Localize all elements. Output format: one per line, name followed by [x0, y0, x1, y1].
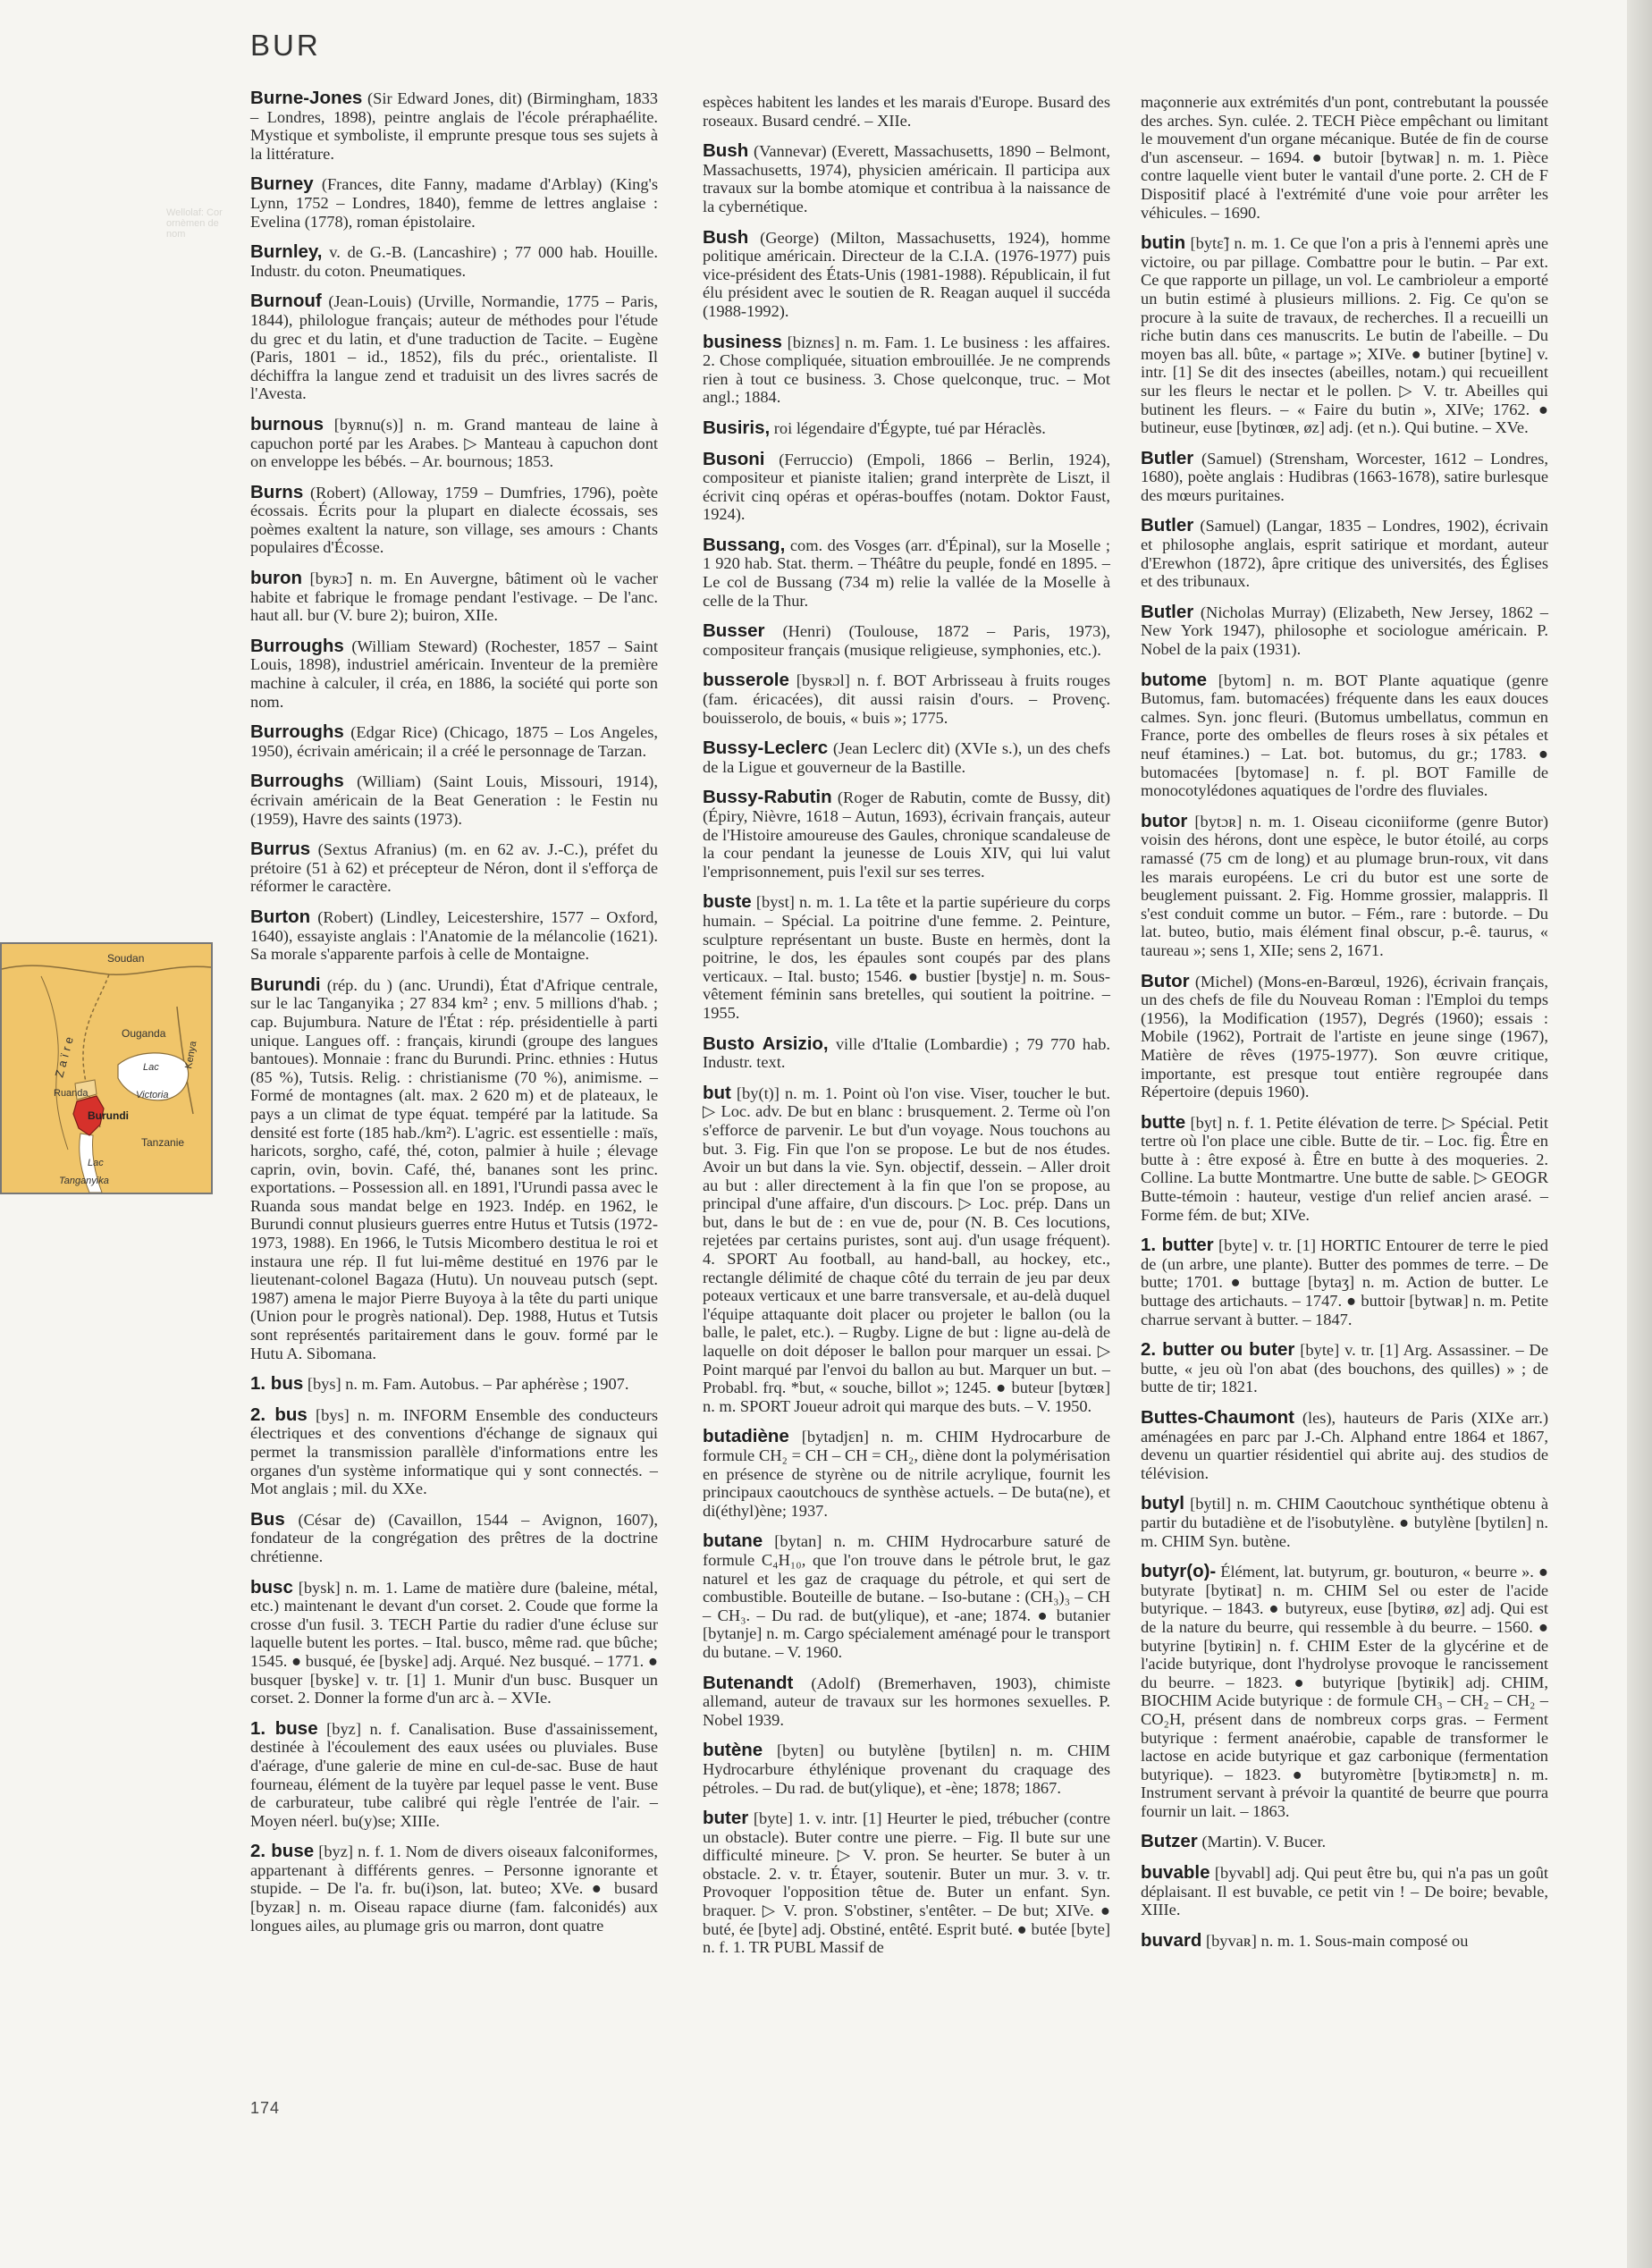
entry-headword: Bus — [250, 1508, 285, 1530]
entry-headword: Busto Arsizio, — [703, 1033, 829, 1054]
map-label-kenya: Kenya — [183, 1040, 199, 1070]
entry-headword: Bussang, — [703, 534, 786, 555]
entry-headword: Burroughs — [250, 635, 344, 656]
dictionary-entry — [1141, 447, 1548, 505]
entry-headword: butyr(o)- — [1141, 1561, 1217, 1582]
entry-definition: com. des Vosges (arr. d'Épinal), sur la Moselle ; 1 920 hab. Stat. therm. – Théâtre du peuple, fondé en 1895. – Le col de Bussang (734 m) relie la vallée de la Moselle à celle de la Thur. — [703, 535, 1110, 610]
map-label-lac-2: Lac — [88, 1158, 104, 1168]
dictionary-entry — [250, 175, 658, 231]
dictionary-entry — [1141, 93, 1548, 222]
map-label-victoria: Victoria — [136, 1090, 169, 1100]
entry-headword: Bush — [703, 140, 749, 162]
entry-headword: Bush — [703, 226, 749, 248]
entry-definition: [bys] n. m. Fam. Autobus. – Par aphérèse ; 1907. — [303, 1375, 629, 1394]
entry-headword: 2. butter ou buter — [1141, 1339, 1295, 1361]
dictionary-entry — [703, 1428, 1110, 1520]
dictionary-entry — [703, 536, 1110, 610]
entry-headword: butane — [703, 1530, 763, 1552]
entry-definition: (Sextus Afranius) (m. en 62 av. J.-C.), préfet du prétoire (51 à 62) et précepteur de Néron, dont il s'efforça de réformer le caractère. — [250, 840, 658, 896]
entry-definition: [by(t)] n. m. 1. Point où l'on vise. Viser, toucher le but. ▷ Loc. adv. De but en blanc : brusquement. 2. Terme où l'on s'efforce de parvenir. Le but d'un voyage. Nous touchons au but. 3. Fig. Fin que l'on se propose. Le but de nos études. Avoir un but dans la vie. Syn. objectif, dessein. – Aller droit au but : aller directement à la fin que l'on se propose, au principal d'une affaire, d'un discours. ▷ Loc. prép. Dans un but, dans le but de : en vue de, pour (N. B. Ces locutions, rejetées par certains puristes, sont auj. d'un usage fréquent). 4. SPORT Au football, au hand-ball, au hockey, etc., rectangle délimité de chaque côté du terrain de jeu par deux poteaux verticaux et une barre transversale, et au-delà duquel l'équipe attaquante doit placer ou projeter le ballon (ou la balle, le palet, etc.). – Rugby. Ligne de but : ligne au-delà de laquelle on doit déposer le ballon pour marquer un essai. ▷ Point marqué par l'envoi du ballon au but. Marquer un but. – Probabl. frq. *but, « souche, billot »; 1245. ● buteur [bytœʀ] n. m. SPORT Joueur adroit qui marque des buts. – V. 1950. — [703, 1083, 1110, 1415]
dictionary-entry — [1141, 970, 1548, 1101]
entry-definition: (Robert) (Alloway, 1759 – Dumfries, 1796), poète écossais. Écrits pour la plupart en dialecte écossais, ses poèmes exaltent la nature, son village, ses amours : Chants populaires d'Écosse. — [250, 483, 658, 557]
dictionary-entry — [703, 93, 1110, 130]
dictionary-entry — [703, 142, 1110, 215]
entry-definition: Élément, lat. butyrum, gr. bouturon, « beurre ». ● butyrate [bytiʀat] n. m. CHIM Sel ou ester de l'acide butyrique. – 1843. ● butyreux, euse [bytiʀø, øz] adj. Qui est de la nature du beurre, qui ressemble à du beurre. – 1560. ● butyrine [bytiʀin] n. f. CHIM Ester de la glycérine et de l'acide butyrique, dont l'hydrolyse provoque le rancissement du beurre. – 1823. ● butyrique [bytiʀik] adj. CHIM, BIOCHIM Acide butyrique : de formule CH₃ – CH₂ – CH₂ – CO₂H, présent dans de nombreux corps gras. – Ferment butyrique : ferment anaérobie, capable de transformer le lactose en acide butyrique et gaz carbonique (fermentation butyrique). – 1823. ● butyromètre [bytiʀɔmɛtʀ] n. m. Instrument servant à prévoir la quantité de beurre que pourra fournir un lait. – 1863. — [1141, 1563, 1548, 1820]
entry-headword: Bussy-Rabutin — [703, 787, 832, 808]
entry-definition: (William) (Saint Louis, Missouri, 1914), écrivain américain de la Beat Generation : le Festin nu (1959), Havre des saints (1973). — [250, 772, 658, 828]
entry-headword: Busoni — [703, 448, 765, 469]
entry-definition: (Vannevar) (Everett, Massachusetts, 1890 – Belmont, Massachusetts, 1974), physicien américain. Il participa aux travaux sur la bombe atomique et contribua à la naissance de la cybernétique. — [703, 142, 1110, 215]
entry-definition: [byte] v. tr. [1] HORTIC Entourer de terre le pied de (un arbre, une plante). Butter des pommes de terre. – De butte; 1701. ● buttage [bytaʒ] n. m. Action de butter. Le buttage des artichauts. – 1747. ● buttoir [bytwaʀ] n. m. Petite charrue servant à butter. – 1847. — [1141, 1236, 1548, 1328]
dictionary-entry — [250, 976, 658, 1362]
map-label-soudan: Soudan — [107, 952, 145, 965]
dictionary-entry — [703, 893, 1110, 1022]
dictionary-entry — [1141, 1563, 1548, 1820]
entry-definition: (Adolf) (Bremerhaven, 1903), chimiste allemand, auteur de travaux sur les hormones sexuelles. P. Nobel 1939. — [703, 1674, 1110, 1729]
entry-definition: (César de) (Cavaillon, 1544 – Avignon, 1607), fondateur de la congrégation des prêtres de la doctrine chrétienne. — [250, 1510, 658, 1565]
entry-headword: Burton — [250, 906, 311, 927]
entry-headword: buvard — [1141, 1929, 1202, 1951]
entry-headword: Butler — [1141, 447, 1194, 468]
dictionary-entry — [1141, 1864, 1548, 1919]
entry-headword: buter — [703, 1808, 749, 1829]
entry-headword: butor — [1141, 810, 1188, 831]
dictionary-entry — [1141, 1495, 1548, 1550]
entry-headword: 1. butter — [1141, 1235, 1214, 1256]
entry-definition: [bys] n. m. INFORM Ensemble des conducteurs électriques et des conventions d'échange de signaux qui permet la transmission parallèle d'informations entre les organes d'un système informatique qui y sont connectés. – Mot anglais ; mil. du XXe. — [250, 1405, 658, 1498]
entry-headword: Burrus — [250, 839, 311, 860]
entry-headword: Bussy-Leclerc — [703, 738, 829, 759]
dictionary-entry — [703, 1674, 1110, 1730]
entry-headword: Burnouf — [250, 291, 322, 312]
dictionary-entry — [250, 772, 658, 828]
entry-definition: [bysʀɔl] n. f. BOT Arbrisseau à fruits rouges (fam. éricacées), dit aussi raisin d'ours. – Provenç. bouisserolo, de bouis, « buis »; 1775. — [703, 671, 1110, 727]
entry-definition: (Jean Leclerc dit) (XVIe s.), un des chefs de la Ligue et gouverneur de la Bastille. — [703, 739, 1110, 776]
entry-definition: [byʀnu(s)] n. m. Grand manteau de laine à capuchon porté par les Arabes. ▷ Manteau à capuchon dont on enveloppe les bébés. – Ar. bournous; 1853. — [250, 415, 658, 471]
entry-headword: Burroughs — [250, 771, 344, 792]
map-illustration — [2, 944, 211, 1193]
dictionary-entry — [1141, 810, 1548, 960]
entry-headword: butène — [703, 1740, 763, 1761]
dictionary-entry — [703, 419, 1110, 438]
dictionary-entry — [250, 1375, 658, 1394]
entry-headword: Burroughs — [250, 721, 344, 743]
entry-headword: but — [703, 1082, 731, 1103]
entry-headword: butadiène — [703, 1426, 789, 1447]
map-label-ouganda: Ouganda — [122, 1027, 166, 1040]
entry-definition: [bytadjɛn] n. m. CHIM Hydrocarbure de formule CH₂ = CH – CH = CH₂, diène dont la polymérisation en présence de styrène ou de nitrile acrylique, fournit les principaux caoutchoucs de synthèse actuels. – De buta(ne), et di(éthyl)ène; 1937. — [703, 1428, 1110, 1520]
entry-definition: [biznɛs] n. m. Fam. 1. Le business : les affaires. 2. Chose compliquée, situation embrouillée. Je ne comprends rien à tout ce business. 3. Chose quelconque, truc. – Mot angl.; 1884. — [703, 333, 1110, 407]
entry-definition: (Edgar Rice) (Chicago, 1875 – Los Angeles, 1950), écrivain américain; il a créé le personnage de Tarzan. — [250, 723, 658, 760]
entry-headword: busc — [250, 1576, 293, 1598]
entry-definition: (Henri) (Toulouse, 1872 – Paris, 1973), compositeur français (musique religieuse, symphonies, etc.). — [703, 622, 1110, 659]
entry-definition: [bysk] n. m. 1. Lame de matière dure (baleine, métal, etc.) maintenant le devant d'un corset. 2. Coude que forme la crosse d'un fusil. 3. TECH Partie du radier d'une écluse sur laquelle butent les portes. – Ital. busco, même rad. que bûche; 1545. ● busqué, ée [byske] adj. Arqué. Nez busqué. – 1771. ● busquer [byske] v. tr. [1] 1. Munir d'un busc. Busquer un corset. 2. Donner la forme d'un arc à. – XVIe. — [250, 1578, 658, 1707]
entry-headword: butyl — [1141, 1493, 1184, 1514]
entry-headword: Butenandt — [703, 1672, 794, 1693]
column-3 — [1141, 93, 1548, 1962]
entry-headword: Busiris, — [703, 417, 771, 438]
dictionary-entry — [1141, 1341, 1548, 1396]
entry-definition: (Robert) (Lindley, Leicestershire, 1577 – Oxford, 1640), essayiste anglais : l'Anatomie de la mélancolie (1621). Sa morale s'apparente parfois à celle de Montaigne. — [250, 907, 658, 964]
entry-headword: butome — [1141, 669, 1208, 690]
entry-headword: buste — [703, 891, 752, 913]
entry-headword: buvable — [1141, 1862, 1210, 1884]
dictionary-entry — [250, 569, 658, 625]
dictionary-entry — [703, 1035, 1110, 1072]
dictionary-entry — [250, 1717, 658, 1831]
entry-definition: (George) (Milton, Massachusetts, 1924), homme politique américain. Directeur de la C.I.A. (1976-1977) puis vice-président des États-Unis (1981-1988). Républicain, il fut élu président avec le soutien de R. Reagan auquel il succéda (1988-1992). — [703, 228, 1110, 320]
dictionary-entry — [250, 908, 658, 964]
dictionary-entry — [703, 1809, 1110, 1957]
dictionary-entry — [1141, 1236, 1548, 1328]
dictionary-entry — [1141, 1409, 1548, 1482]
dictionary-entry — [250, 89, 658, 163]
dictionary-entry — [703, 739, 1110, 776]
column-1 — [250, 89, 658, 1947]
dictionary-entry — [250, 243, 658, 280]
dictionary-entry — [250, 723, 658, 760]
map-label-tanganyika: Tanganyika — [59, 1176, 109, 1186]
entry-headword: 1. buse — [250, 1717, 318, 1739]
map-label-ruanda: Ruanda — [54, 1088, 88, 1099]
map-label-zaire: Zaïre — [52, 1032, 77, 1079]
dictionary-entry — [703, 1532, 1110, 1661]
entry-definition: (Samuel) (Langar, 1835 – Londres, 1902), écrivain et philosophe anglais, esprit satirique et mordant, auteur d'Erewhon (1872), âpre critique des universités, des Églises et des tribunaux. — [1141, 517, 1548, 591]
dictionary-entry — [703, 788, 1110, 881]
bleed-through-text: Wellolaf: Cor ornèmen de nom — [166, 207, 223, 240]
entry-definition: (Frances, dite Fanny, madame d'Arblay) (King's Lynn, 1752 – Londres, 1840), femme de lettres anglaise : Evelina (1778), roman épistolaire. — [250, 175, 658, 231]
entry-definition: [byz] n. f. 1. Nom de divers oiseaux falconiformes, appartenant à différents genres. – Personne ignorante et stupide. – De l'a. fr. bu(i)son, lat. buteo; XVe. ● busard [byzaʀ] n. m. Oiseau rapace diurne (fam. falconidés) aux longues ailes, au plumage gris ou marron, dont quatre — [250, 1842, 659, 1935]
entry-definition: [byʀɔ̃] n. m. En Auvergne, bâtiment où le vacher habite et fabrique le fromage pendant l'estivage. – De l'anc. haut all. bur (V. bure 2); buiron, XIIe. — [250, 569, 658, 625]
column-2 — [703, 93, 1110, 1969]
entry-headword: Burnley, — [250, 241, 323, 263]
running-head: BUR — [250, 29, 321, 62]
entry-headword: 2. buse — [250, 1841, 315, 1862]
entry-definition: [byte] v. tr. [1] Arg. Assassiner. – De butte, « jeu où l'on abat (des bouchons, des quilles) » ; de butte de tir; 1821. — [1141, 1341, 1548, 1396]
entry-headword: Busser — [703, 620, 765, 642]
entry-definition: (Michel) (Mons-en-Barœul, 1926), écrivain français, un des chefs de file du Nouveau Roman : l'Emploi du temps (1956), la Modification (1957), Degrés (1960); essais : Mobile (1962), Portrait de l'artiste en jeune singe (1967), Matière de rêves (1975-1977). Son œuvre critique, importante, est presque tout entière regroupée dans Répertoire (depuis 1960). — [1141, 972, 1548, 1101]
dictionary-entry — [703, 333, 1110, 407]
dictionary-entry — [703, 226, 1110, 321]
map-label-lac: Lac — [143, 1062, 159, 1073]
dictionary-entry — [1141, 1929, 1548, 1951]
entry-headword: Buttes-Chaumont — [1141, 1407, 1294, 1428]
entry-headword: Butor — [1141, 970, 1190, 991]
dictionary-entry — [1141, 671, 1548, 800]
entry-definition: (Ferruccio) (Empoli, 1866 – Berlin, 1924), compositeur et pianiste italien; grand interprète de Liszt, il écrivit cinq opéras et opéras-bouffes (notam. Doktor Faust, 1924). — [703, 450, 1110, 524]
entry-definition: [bytɛn] ou butylène [bytilɛn] n. m. CHIM Hydrocarbure éthylénique provenant du craquage des pétroles. – Du rad. de but(ylique), et -ène; 1878; 1867. — [703, 1741, 1110, 1797]
entry-headword: Butzer — [1141, 1831, 1198, 1852]
dictionary-entry — [703, 1084, 1110, 1416]
entry-definition: [byt] n. f. 1. Petite élévation de terre. ▷ Spécial. Petit tertre où l'on place une cible. Butte de tir. – Loc. fig. Être en butte à : être exposé à. Être en butte à des moqueries. 2. Colline. La butte Montmartre. Une butte de sable. ▷ GEOGR Butte-témoin : hauteur, vestige d'un relief ancien arasé. – Forme fém. de but; XIVe. — [1141, 1113, 1548, 1224]
dictionary-entry — [1141, 1833, 1548, 1851]
entry-definition: (William Steward) (Rochester, 1857 – Saint Louis, 1898), industriel américain. Inventeur de la première machine à calculer, il créa, en 1886, la société qui porte son nom. — [250, 637, 658, 711]
entry-definition: (Roger de Rabutin, comte de Bussy, dit) (Épiry, Nièvre, 1618 – Autun, 1693), écrivain français, auteur de l'Histoire amoureuse des Gaules, chronique scandaleuse de la cour pendant la jeunesse de Louis XIV, qui lui valut l'emprisonnement, puis l'exil sur ses terres. — [703, 788, 1110, 881]
map-label-burundi: Burundi — [88, 1109, 129, 1122]
entry-headword: butte — [1141, 1111, 1186, 1133]
entry-definition: (Nicholas Murray) (Elizabeth, New Jersey, 1862 – New York 1947), philosophe et sociologue américain. P. Nobel de la paix (1931). — [1141, 603, 1548, 659]
entry-headword: buron — [250, 568, 303, 589]
dictionary-entry — [703, 1741, 1110, 1797]
entry-definition: (Jean-Louis) (Urville, Normandie, 1775 – Paris, 1844), philologue français; auteur de méthodes pour l'étude du grec et du latin, et d'une traduction de Tacite. – Eugène (Paris, 1801 – id., 1852), fils du préc., orientaliste. Il déchiffra la langue zend et traduisit un des livres sacrés de l'Avesta. — [250, 292, 658, 403]
dictionary-entry — [703, 671, 1110, 727]
entry-definition: [byvaʀ] n. m. 1. Sous-main composé ou — [1201, 1931, 1469, 1950]
entry-definition: [bytɛ̃] n. m. 1. Ce que l'on a pris à l'ennemi après une victoire, ou par pillage. Combattre pour le butin. – Par ext. Ce que rapporte un pillage, un vol. Le cambrioleur a emporté un butin estimé à plusieurs millions. 2. Fig. Ce qu'on se procure à la suite de travaux, de recherches. Il a recueilli un riche butin dans ces manuscrits. Le butin de l'abeille. – Du moyen bas all. bûte, « partage »; XIVe. ● butiner [bytine] v. intr. [1] Se dit des insectes (abeilles, notam.) qui recueillent sur les fleurs le nectar et le pollen. ▷ V. tr. Abeilles qui butinent les fleurs. – « Faire du butin », XIVe; 1762. ● butineur, euse [bytinœʀ, øz] adj. (et n.). Qui butine. – XVe. — [1141, 234, 1548, 437]
dictionary-entry — [250, 1508, 658, 1566]
dictionary-entry — [1141, 234, 1548, 437]
dictionary-entry — [250, 637, 658, 711]
entry-definition: [bytom] n. m. BOT Plante aquatique (genre Butomus, fam. butomacées) fréquente dans les eaux douces calmes. Syn. jonc fleuri. (Butomus umbellatus, commun en France, porte des ombelles de fleurs roses à six pétales et neuf étamines.) – Lat. bot. butomus, du gr.; 1783. ● butomacées [bytomase] n. f. pl. BOT Famille de monocotylédones aquatiques de l'ordre des fluviales. — [1141, 670, 1548, 800]
entry-headword: burnous — [250, 413, 324, 434]
burundi-map — [0, 942, 213, 1194]
entry-definition: (les), hauteurs de Paris (XIXe arr.) aménagées en parc par J.-Ch. Alphand entre 1864 et 1867, devenu un quartier résidentiel qui abrite auj. des studios de télévision. — [1141, 1409, 1548, 1482]
dictionary-entry — [250, 1842, 658, 1935]
entry-definition: espèces habitent les landes et les marais d'Europe. Busard des roseaux. Busard cendré. – XIIe. — [703, 93, 1110, 130]
entry-definition: (rép. du ) (anc. Urundi), État d'Afrique centrale, sur le lac Tanganyika ; 27 834 km² ; env. 5 millions d'hab. ; cap. Bujumbura. Nature de l'État : rép. présidentielle à parti unique. Langues off. : français, kirundi (groupe des langues bantoues). Monnaie : franc du Burundi. Princ. ethnies : Hutus (85 %), Tutsis. Relig. : christianisme (70 %), animisme. – Formé de montagnes (alt. max. 2 620 m) et de plateaux, le pays a un climat de type équat. tempéré par la latitude. Sa densité est forte (185 hab./km²). L'agric. est essentielle : maïs, haricots, sorgho, café, thé, coton, palmier à huile ; élevage caprin, ovin, bovin. Café, thé, bananes sont les princ. exportations. – Possession all. en 1891, l'Urundi passa avec le Ruanda sous mandat belge en 1923. Indép. en 1962, le Burundi connut plusieurs guerres entre Hutus et Tutsis (1972-1973, 1988). En 1966, le Tutsis Micombero destitua le roi et instaura une rép. Il fut lui-même destitué en 1976 par le lieutenant-colonel Bagaza (Hutu). Un nouveau putsch (sept. 1987) amena le major Pierre Buyoya à la tête du parti unique (Union pour le progrès national). Dep. 1988, Hutus et Tutsis sont représentés paritairement dans le gouv. formé par le Hutu A. Sibomana. — [250, 975, 658, 1362]
entry-headword: business — [703, 331, 782, 352]
dictionary-entry — [250, 413, 658, 471]
entry-definition: [byvabl] adj. Qui peut être bu, qui n'a pas un goût déplaisant. Il est buvable, ce petit vin ! – De boire; bevable, XIIIe. — [1141, 1864, 1548, 1919]
entry-headword: Butler — [1141, 515, 1194, 536]
dictionary-entry — [250, 481, 658, 557]
entry-headword: Burns — [250, 481, 304, 502]
entry-headword: Burney — [250, 173, 314, 195]
entry-definition: (Martin). V. Bucer. — [1197, 1833, 1327, 1851]
entry-definition: [bytɔʀ] n. m. 1. Oiseau ciconiiforme (genre Butor) voisin des hérons, dont une espèce, le butor étoilé, au corps ramassé (75 cm de long) et au plumage brun-roux, vit dans les marais européens. Le cri du butor est une sorte de beuglement puissant. 2. Fig. Homme grossier, malappris. Il s'est conduit comme un butor. – Fém., rare : butorde. – Du lat. buteo, butio, mais élément final obscur, p.-ê. taurus, « taureau »; sens 1, XIIe; sens 2, 1671. — [1141, 812, 1548, 959]
entry-definition: (Sir Edward Jones, dit) (Birmingham, 1833 – Londres, 1898), peintre anglais de l'école préraphaélite. Mystique et symboliste, il emprunte presque tous ses sujets à la littérature. — [250, 89, 658, 163]
entry-headword: Butler — [1141, 601, 1194, 622]
entry-definition: [bytil] n. m. CHIM Caoutchouc synthétique obtenu à partir du butadiène et de l'isobutylène. ● butylène [bytilɛn] n. m. CHIM Syn. butène. — [1141, 1495, 1548, 1550]
entry-definition: roi légendaire d'Égypte, tué par Héraclès. — [770, 418, 1046, 437]
dictionary-entry — [1141, 517, 1548, 590]
entry-definition: [byz] n. f. Canalisation. Buse d'assainissement, destinée à l'écoulement des eaux usées ou pluviales. Buse d'aérage, d'une galerie de mine en cul-de-sac. Buse de haut fourneau, élément de la tuyère par lequel passe le vent. Buse de carburateur, tube calibré qui règle l'entrée de l'air. – Moyen néerl. bu(y)se; XIIIe. — [250, 1719, 658, 1830]
entry-definition: [byst] n. m. 1. La tête et la partie supérieure du corps humain. – Spécial. La poitrine d'une femme. 2. Peinture, sculpture représentant un buste. Buste en hermès, dont la poitrine, le dos, les épaules sont coupés par des plans verticaux. – Ital. busto; 1546. ● bustier [bystje] n. m. Sous-vêtement féminin sans bretelles, qui soutient la poitrine. – 1955. — [703, 893, 1110, 1022]
entry-headword: 2. bus — [250, 1404, 308, 1425]
page-edge — [1627, 0, 1652, 2268]
dictionary-entry — [250, 1576, 658, 1707]
entry-definition: [byte] 1. v. intr. [1] Heurter le pied, trébucher (contre un obstacle). Buter contre une pierre. – Fig. Il bute sur une difficulté mineure. ▷ V. pron. Se heurter. Se buter à un obstacle. 2. v. tr. Étayer, soutenir. Buter un mur. 3. v. tr. Provoquer l'opposition têtue de. Buter un enfant. Syn. braquer. ▷ V. pron. S'obstiner, s'entêter. – De but; XIVe. ● buté, ée [byte] adj. Obstiné, entêté. Esprit buté. ● butée [byte] n. f. 1. TR PUBL Massif de — [703, 1809, 1110, 1957]
entry-headword: Burne-Jones — [250, 88, 363, 108]
entry-definition: v. de G.-B. (Lancashire) ; 77 000 hab. Houille. Industr. du coton. Pneumatiques. — [250, 243, 658, 280]
entry-headword: busserole — [703, 670, 789, 691]
dictionary-entry — [703, 622, 1110, 659]
dictionary-entry — [250, 1406, 658, 1498]
map-label-tanzanie: Tanzanie — [141, 1136, 185, 1149]
entry-headword: butin — [1141, 232, 1186, 254]
entry-headword: Burundi — [250, 974, 321, 995]
entry-definition: [bytan] n. m. CHIM Hydrocarbure saturé de formule C₄H₁₀, que l'on trouve dans le pétrole brut, le gaz naturel et les gaz de craquage du pétrole, et qui sert de combustible. Bouteille de butane. – Iso-butane : (CH₃)₃ – CH – CH₃. – Du rad. de but(ylique), et -ane; 1874. ● butanier [bytanje] n. m. Cargo spécialement aménagé pour le transport du butane. – V. 1960. — [703, 1532, 1110, 1661]
dictionary-entry — [250, 292, 658, 403]
entry-definition: (Samuel) (Strensham, Worcester, 1612 – Londres, 1680), poète anglais : Hudibras (1663-1678), satire burlesque des mœurs puritaines. — [1141, 449, 1548, 504]
dictionary-entry — [1141, 1111, 1548, 1225]
dictionary-entry — [703, 448, 1110, 524]
dictionary-entry — [250, 840, 658, 896]
entry-headword: 1. bus — [250, 1373, 304, 1395]
entry-definition: maçonnerie aux extrémités d'un pont, contrebutant la poussée des arches. Syn. culée. 2. TECH Pièce empêchant ou limitant le mouvement d'un organe mécanique. Butée de fin de course d'un ascenseur. – 1694. ● butoir [bytwaʀ] n. m. 1. Pièce contre laquelle vient buter le vantail d'une porte. 2. CH de F Dispositif placé à l'extrémité d'une voie pour arrêter les véhicules. – 1690. — [1141, 93, 1548, 222]
dictionary-entry — [1141, 603, 1548, 659]
entry-definition: ville d'Italie (Lombardie) ; 79 770 hab. Industr. text. — [703, 1034, 1110, 1072]
page-number: 174 — [250, 2099, 281, 2117]
